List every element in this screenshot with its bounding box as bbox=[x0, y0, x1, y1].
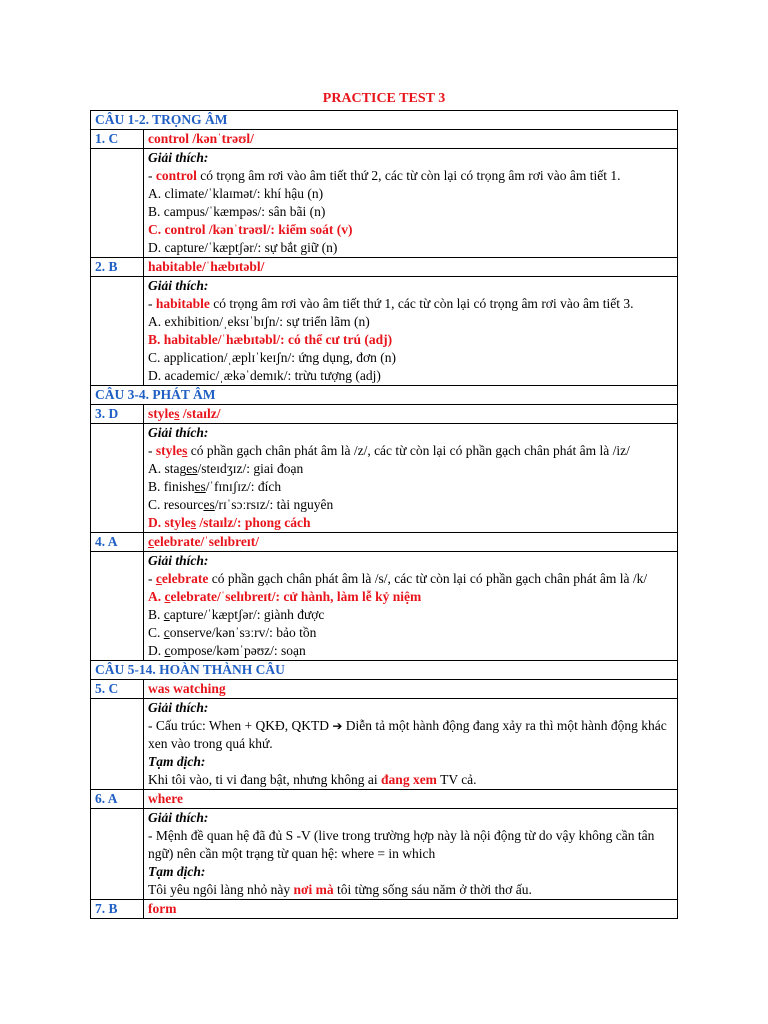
question-row bbox=[91, 405, 678, 424]
option-a: A. climate/ˈklaɪmət/: khí hậu (n) bbox=[148, 186, 324, 201]
option-a: A. celebrate/ˈselɪbreɪt/: cử hành, làm lễ kỷ niệm bbox=[148, 589, 422, 604]
explain-text: - Cấu trúc: When + QKĐ, QKTD ➔ Diễn tả một hành động đang xảy ra thì một hành động khác xen vào trong quá khứ. bbox=[148, 718, 667, 751]
question-number: 7. B bbox=[91, 900, 144, 919]
option-c: C. conserve/kənˈsɜːrv/: bảo tồn bbox=[148, 625, 317, 640]
translate-label: Tạm dịch: bbox=[148, 754, 206, 769]
option-b: B. habitable/ˈhæbɪtəbl/: có thể cư trú (adj) bbox=[148, 332, 393, 347]
section-heading: CÂU 3-4. PHÁT ÂM bbox=[91, 386, 678, 405]
option-b: B. capture/ˈkæptʃər/: giành được bbox=[148, 607, 325, 622]
option-a: A. stages/steɪdʒɪz/: giai đoạn bbox=[148, 461, 304, 476]
explain-label: Giải thích: bbox=[148, 278, 209, 293]
option-d: D. capture/ˈkæptʃər/: sự bắt giữ (n) bbox=[148, 240, 338, 255]
explain-label: Giải thích: bbox=[148, 810, 209, 825]
section-heading: CÂU 5-14. HOÀN THÀNH CÂU bbox=[91, 661, 678, 680]
blank-cell bbox=[91, 149, 144, 258]
question-answer: control /kənˈtrəʊl/ bbox=[144, 130, 678, 149]
explanation-row bbox=[91, 809, 678, 900]
explanation-row bbox=[91, 424, 678, 533]
translate-text: Khi tôi vào, ti vi đang bật, nhưng không ai đang xem TV cả. bbox=[148, 772, 477, 787]
section-row bbox=[91, 661, 678, 680]
question-row bbox=[91, 533, 678, 552]
answer-table bbox=[90, 110, 678, 919]
explain-text: - habitable có trọng âm rơi vào âm tiết thứ 1, các từ còn lại có trọng âm rơi vào âm tiết 3. bbox=[148, 296, 634, 311]
section-heading: CÂU 1-2. TRỌNG ÂM bbox=[91, 111, 678, 130]
explanation-row bbox=[91, 277, 678, 386]
option-c: C. resources/rɪˈsɔːrsɪz/: tài nguyên bbox=[148, 497, 334, 512]
page-title: PRACTICE TEST 3 bbox=[322, 91, 446, 106]
right-arrow-icon: ➔ bbox=[332, 719, 343, 733]
explain-label: Giải thích: bbox=[148, 425, 209, 440]
explain-label: Giải thích: bbox=[148, 700, 209, 715]
question-row bbox=[91, 258, 678, 277]
section-row bbox=[91, 386, 678, 405]
option-b: B. finishes/ˈfɪnɪʃɪz/: đích bbox=[148, 479, 282, 494]
question-number: 4. A bbox=[91, 533, 144, 552]
question-number: 6. A bbox=[91, 790, 144, 809]
question-number: 5. C bbox=[91, 680, 144, 699]
question-number: 3. D bbox=[91, 405, 144, 424]
question-answer: styles /staɪlz/ bbox=[144, 405, 678, 424]
explain-text: - Mệnh đề quan hệ đã đủ S -V (live trong trường hợp này là nội động từ do vậy không cần tân ngữ) nên cần một trạng từ quan hệ: where = in which bbox=[148, 828, 655, 861]
option-d: D. styles /staɪlz/: phong cách bbox=[148, 515, 311, 530]
explanation-cell bbox=[144, 552, 678, 661]
explanation-row bbox=[91, 149, 678, 258]
section-row bbox=[91, 111, 678, 130]
question-number: 2. B bbox=[91, 258, 144, 277]
explanation-row bbox=[91, 552, 678, 661]
blank-cell bbox=[91, 699, 144, 790]
explain-text: - celebrate có phần gạch chân phát âm là /s/, các từ còn lại có phần gạch chân phát âm là /k/ bbox=[148, 571, 648, 586]
translate-label: Tạm dịch: bbox=[148, 864, 206, 879]
question-row bbox=[91, 130, 678, 149]
blank-cell bbox=[91, 277, 144, 386]
option-d: D. compose/kəmˈpəʊz/: soạn bbox=[148, 643, 306, 658]
question-row bbox=[91, 900, 678, 919]
option-c: C. control /kənˈtrəʊl/: kiểm soát (v) bbox=[148, 222, 353, 237]
explain-label: Giải thích: bbox=[148, 553, 209, 568]
question-row bbox=[91, 790, 678, 809]
explanation-cell bbox=[144, 699, 678, 790]
explanation-row bbox=[91, 699, 678, 790]
option-b: B. campus/ˈkæmpəs/: sân bãi (n) bbox=[148, 204, 326, 219]
blank-cell bbox=[91, 809, 144, 900]
explain-text: - control có trọng âm rơi vào âm tiết thứ 2, các từ còn lại có trọng âm rơi vào âm tiết 1. bbox=[148, 168, 621, 183]
explain-text: - styles có phần gạch chân phát âm là /z/, các từ còn lại có phần gạch chân phát âm là /iz/ bbox=[148, 443, 630, 458]
explanation-cell bbox=[144, 149, 678, 258]
question-answer: celebrate/ˈselɪbreɪt/ bbox=[144, 533, 678, 552]
blank-cell bbox=[91, 424, 144, 533]
option-d: D. academic/ˌækəˈdemɪk/: trừu tượng (adj) bbox=[148, 368, 381, 383]
translate-text: Tôi yêu ngôi làng nhỏ này nơi mà tôi từng sống sáu năm ở thời thơ ấu. bbox=[148, 882, 532, 897]
option-a: A. exhibition/ˌeksɪˈbɪʃn/: sự triển lãm (n) bbox=[148, 314, 370, 329]
explain-label: Giải thích: bbox=[148, 150, 209, 165]
question-answer: was watching bbox=[144, 680, 678, 699]
question-row bbox=[91, 680, 678, 699]
question-answer: form bbox=[144, 900, 678, 919]
explanation-cell bbox=[144, 809, 678, 900]
blank-cell bbox=[91, 552, 144, 661]
explanation-cell bbox=[144, 277, 678, 386]
explanation-cell bbox=[144, 424, 678, 533]
question-answer: where bbox=[144, 790, 678, 809]
question-number: 1. C bbox=[91, 130, 144, 149]
option-c: C. application/ˌæplɪˈkeɪʃn/: ứng dụng, đơn (n) bbox=[148, 350, 397, 365]
question-answer: habitable/ˈhæbɪtəbl/ bbox=[144, 258, 678, 277]
